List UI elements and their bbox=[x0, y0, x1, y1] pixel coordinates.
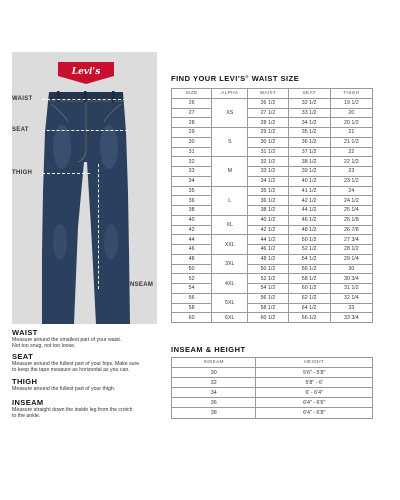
description-title: THIGH bbox=[12, 377, 38, 386]
description-text: to the ankle. bbox=[12, 413, 41, 420]
table-cell: 30 bbox=[172, 137, 212, 147]
table-cell: 38 1/2 bbox=[288, 157, 330, 167]
table-cell: 25 1/4 bbox=[330, 206, 372, 216]
thigh-guide-line bbox=[42, 173, 90, 174]
table-cell: 42 1/2 bbox=[248, 225, 288, 235]
table-cell: 44 1/2 bbox=[248, 235, 288, 245]
table-row bbox=[172, 215, 373, 225]
table-cell: 36 1/2 bbox=[288, 137, 330, 147]
table-row bbox=[172, 157, 373, 167]
thigh-label: THIGH bbox=[12, 170, 33, 176]
waist-label: WAIST bbox=[12, 96, 33, 102]
table-cell: 36 1/2 bbox=[248, 196, 288, 206]
table-cell: 30 1/2 bbox=[248, 137, 288, 147]
alpha-size-cell: XL bbox=[212, 215, 248, 235]
table-row bbox=[172, 147, 373, 157]
table-cell: 58 bbox=[172, 303, 212, 313]
inseam-description bbox=[12, 398, 160, 420]
table-row bbox=[172, 264, 373, 274]
alpha-size-cell: 5XL bbox=[212, 293, 248, 313]
levis-logo bbox=[58, 62, 114, 84]
seat-label: SEAT bbox=[12, 127, 29, 133]
table-cell: 42 bbox=[172, 225, 212, 235]
table-cell: 33 1/2 bbox=[288, 108, 330, 118]
column-header: SIZE bbox=[172, 89, 212, 99]
waist-chart-title: FIND YOUR LEVI'S® WAIST SIZE bbox=[171, 74, 300, 83]
alpha-size-cell: 4XL bbox=[212, 274, 248, 294]
table-row bbox=[172, 196, 373, 206]
table-row bbox=[172, 176, 373, 186]
table-cell: 46 1/2 bbox=[288, 215, 330, 225]
table-cell: 21 bbox=[330, 128, 372, 138]
table-cell: 66 1/2 bbox=[288, 313, 330, 323]
table-cell: 32 1/2 bbox=[288, 98, 330, 108]
table-row bbox=[172, 118, 373, 128]
table-cell: 22 bbox=[330, 147, 372, 157]
table-cell: 56 1/2 bbox=[248, 293, 288, 303]
table-cell: 28 bbox=[172, 118, 212, 128]
table-cell: 60 bbox=[172, 313, 212, 323]
description-title: INSEAM bbox=[12, 398, 44, 407]
table-cell: 30 3/4 bbox=[330, 274, 372, 284]
table-cell: 28 1/2 bbox=[330, 245, 372, 255]
table-cell: 21 1/2 bbox=[330, 137, 372, 147]
table-cell: 32 1/2 bbox=[248, 157, 288, 167]
table-cell: 28 1/2 bbox=[248, 118, 288, 128]
waist-description bbox=[12, 328, 160, 350]
thigh-description bbox=[12, 377, 160, 392]
column-header: THIGH bbox=[330, 89, 372, 99]
table-row bbox=[172, 225, 373, 235]
table-cell: 37 1/2 bbox=[288, 147, 330, 157]
description-text: Not too snug, not too loose. bbox=[12, 343, 76, 350]
table-cell: 29 1/4 bbox=[330, 254, 372, 264]
waist-size-table bbox=[171, 88, 373, 323]
table-row bbox=[172, 293, 373, 303]
alpha-size-cell: 6XL bbox=[212, 313, 248, 323]
seat-guide-line bbox=[42, 130, 128, 131]
table-row bbox=[172, 378, 373, 388]
table-cell: 27 1/2 bbox=[248, 108, 288, 118]
table-cell: 56 bbox=[172, 293, 212, 303]
table-cell: 48 1/2 bbox=[288, 225, 330, 235]
table-cell: 50 bbox=[172, 264, 212, 274]
description-text: Measure around the fullest part of your hips. Make sure bbox=[12, 361, 140, 367]
table-row bbox=[172, 303, 373, 313]
product-image-panel bbox=[12, 52, 157, 324]
table-cell: 31 1/2 bbox=[248, 147, 288, 157]
table-cell: 6' - 6'4" bbox=[256, 388, 373, 398]
table-cell: 20 1/2 bbox=[330, 118, 372, 128]
description-title: WAIST bbox=[12, 328, 38, 337]
table-cell: 34 bbox=[172, 388, 256, 398]
inseam-chart-title: INSEAM & HEIGHT bbox=[171, 345, 246, 354]
table-cell: 46 bbox=[172, 245, 212, 255]
alpha-size-cell: S bbox=[212, 128, 248, 157]
table-cell: 50 1/2 bbox=[248, 264, 288, 274]
table-cell: 33 3/4 bbox=[330, 313, 372, 323]
table-cell: 30 bbox=[172, 368, 256, 378]
table-row bbox=[172, 235, 373, 245]
waist-guide-line bbox=[42, 99, 126, 100]
column-header: HEIGHT bbox=[256, 358, 373, 368]
table-cell: 36 bbox=[172, 398, 256, 408]
table-cell: 41 1/2 bbox=[288, 186, 330, 196]
table-cell: 35 1/2 bbox=[288, 128, 330, 138]
table-cell: 34 1/2 bbox=[288, 118, 330, 128]
table-cell: 44 1/2 bbox=[288, 206, 330, 216]
table-cell: 29 bbox=[172, 128, 212, 138]
table-cell: 40 1/2 bbox=[248, 215, 288, 225]
alpha-size-cell: 3XL bbox=[212, 254, 248, 274]
table-cell: 52 bbox=[172, 274, 212, 284]
table-cell: 34 1/2 bbox=[248, 176, 288, 186]
table-cell: 6'4" - 6'8" bbox=[256, 408, 373, 418]
table-cell: 5'8" - 6' bbox=[256, 378, 373, 388]
table-row bbox=[172, 274, 373, 284]
table-cell: 32 bbox=[172, 378, 256, 388]
table-cell: 32 bbox=[172, 157, 212, 167]
table-cell: 36 bbox=[172, 196, 212, 206]
table-row bbox=[172, 388, 373, 398]
table-cell: 27 3/4 bbox=[330, 235, 372, 245]
table-cell: 48 1/2 bbox=[248, 254, 288, 264]
inseam-height-table bbox=[171, 357, 373, 419]
table-row bbox=[172, 167, 373, 177]
table-cell: 40 bbox=[172, 215, 212, 225]
description-title: SEAT bbox=[12, 352, 34, 361]
table-cell: 38 bbox=[172, 408, 256, 418]
alpha-size-cell: L bbox=[212, 186, 248, 215]
inseam-label: INSEAM bbox=[128, 282, 154, 288]
table-cell: 54 1/2 bbox=[288, 254, 330, 264]
table-cell: 64 1/2 bbox=[288, 303, 330, 313]
inseam-guide-line bbox=[98, 164, 99, 289]
table-cell: 31 bbox=[172, 147, 212, 157]
table-cell: 30 bbox=[330, 264, 372, 274]
table-cell: 31 1/2 bbox=[330, 284, 372, 294]
description-text: Measure around the fullest part of your thigh. bbox=[12, 386, 116, 392]
table-row bbox=[172, 398, 373, 408]
table-cell: 54 1/2 bbox=[248, 284, 288, 294]
description-text: Measure around the smallest part of your waist. bbox=[12, 337, 122, 343]
table-cell: 35 bbox=[172, 186, 212, 196]
table-cell: 42 1/2 bbox=[288, 196, 330, 206]
table-cell: 32 1/4 bbox=[330, 293, 372, 303]
column-header: ALPHA bbox=[212, 89, 248, 99]
table-row bbox=[172, 108, 373, 118]
table-cell: 58 1/2 bbox=[288, 274, 330, 284]
table-cell: 35 1/2 bbox=[248, 186, 288, 196]
svg-text:Levi's: Levi's bbox=[71, 67, 101, 77]
table-row bbox=[172, 245, 373, 255]
table-row bbox=[172, 284, 373, 294]
table-cell: 26 bbox=[172, 98, 212, 108]
alpha-size-cell: M bbox=[212, 157, 248, 186]
table-cell: 33 bbox=[172, 167, 212, 177]
description-text: to keep the tape measure as horizontal as you can. bbox=[12, 367, 130, 374]
table-cell: 40 1/2 bbox=[288, 176, 330, 186]
table-cell: 23 1/2 bbox=[330, 176, 372, 186]
table-row bbox=[172, 254, 373, 264]
alpha-size-cell: XS bbox=[212, 98, 248, 127]
seat-description bbox=[12, 352, 160, 374]
table-cell: 26 1/2 bbox=[248, 98, 288, 108]
description-text: Measure straight down the inside leg from the crotch bbox=[12, 407, 133, 413]
table-cell: 5'6" - 5'8" bbox=[256, 368, 373, 378]
table-cell: 26 1/8 bbox=[330, 215, 372, 225]
table-cell: 58 1/2 bbox=[248, 303, 288, 313]
table-cell: 54 bbox=[172, 284, 212, 294]
table-row bbox=[172, 98, 373, 108]
table-cell: 19 1/2 bbox=[330, 98, 372, 108]
table-row bbox=[172, 206, 373, 216]
table-header-row bbox=[172, 358, 373, 368]
table-cell: 29 1/2 bbox=[248, 128, 288, 138]
table-cell: 39 1/2 bbox=[288, 167, 330, 177]
table-cell: 52 1/2 bbox=[288, 245, 330, 255]
column-header: WAIST bbox=[248, 89, 288, 99]
table-cell: 22 1/2 bbox=[330, 157, 372, 167]
table-cell: 38 1/2 bbox=[248, 206, 288, 216]
table-cell: 62 1/2 bbox=[288, 293, 330, 303]
table-cell: 44 bbox=[172, 235, 212, 245]
table-cell: 50 1/2 bbox=[288, 235, 330, 245]
table-cell: 27 bbox=[172, 108, 212, 118]
table-cell: 33 1/2 bbox=[248, 167, 288, 177]
table-cell: 24 bbox=[330, 186, 372, 196]
table-cell: 24 1/2 bbox=[330, 196, 372, 206]
table-cell: 52 1/2 bbox=[248, 274, 288, 284]
table-row bbox=[172, 408, 373, 418]
alpha-size-cell: XXL bbox=[212, 235, 248, 255]
table-row bbox=[172, 368, 373, 378]
table-cell: 23 bbox=[330, 167, 372, 177]
table-cell: 60 1/2 bbox=[288, 284, 330, 294]
table-cell: 48 bbox=[172, 254, 212, 264]
table-cell: 56 1/2 bbox=[288, 264, 330, 274]
column-header: INSEAM bbox=[172, 358, 256, 368]
table-cell: 20 bbox=[330, 108, 372, 118]
table-row bbox=[172, 186, 373, 196]
table-cell: 33 bbox=[330, 303, 372, 313]
table-row bbox=[172, 137, 373, 147]
table-cell: 38 bbox=[172, 206, 212, 216]
column-header: SEAT bbox=[288, 89, 330, 99]
table-header-row bbox=[172, 89, 373, 99]
table-cell: 6'4" - 6'6" bbox=[256, 398, 373, 408]
table-row bbox=[172, 128, 373, 138]
table-cell: 34 bbox=[172, 176, 212, 186]
table-cell: 26 7/8 bbox=[330, 225, 372, 235]
table-cell: 46 1/2 bbox=[248, 245, 288, 255]
table-row bbox=[172, 313, 373, 323]
table-cell: 60 1/2 bbox=[248, 313, 288, 323]
